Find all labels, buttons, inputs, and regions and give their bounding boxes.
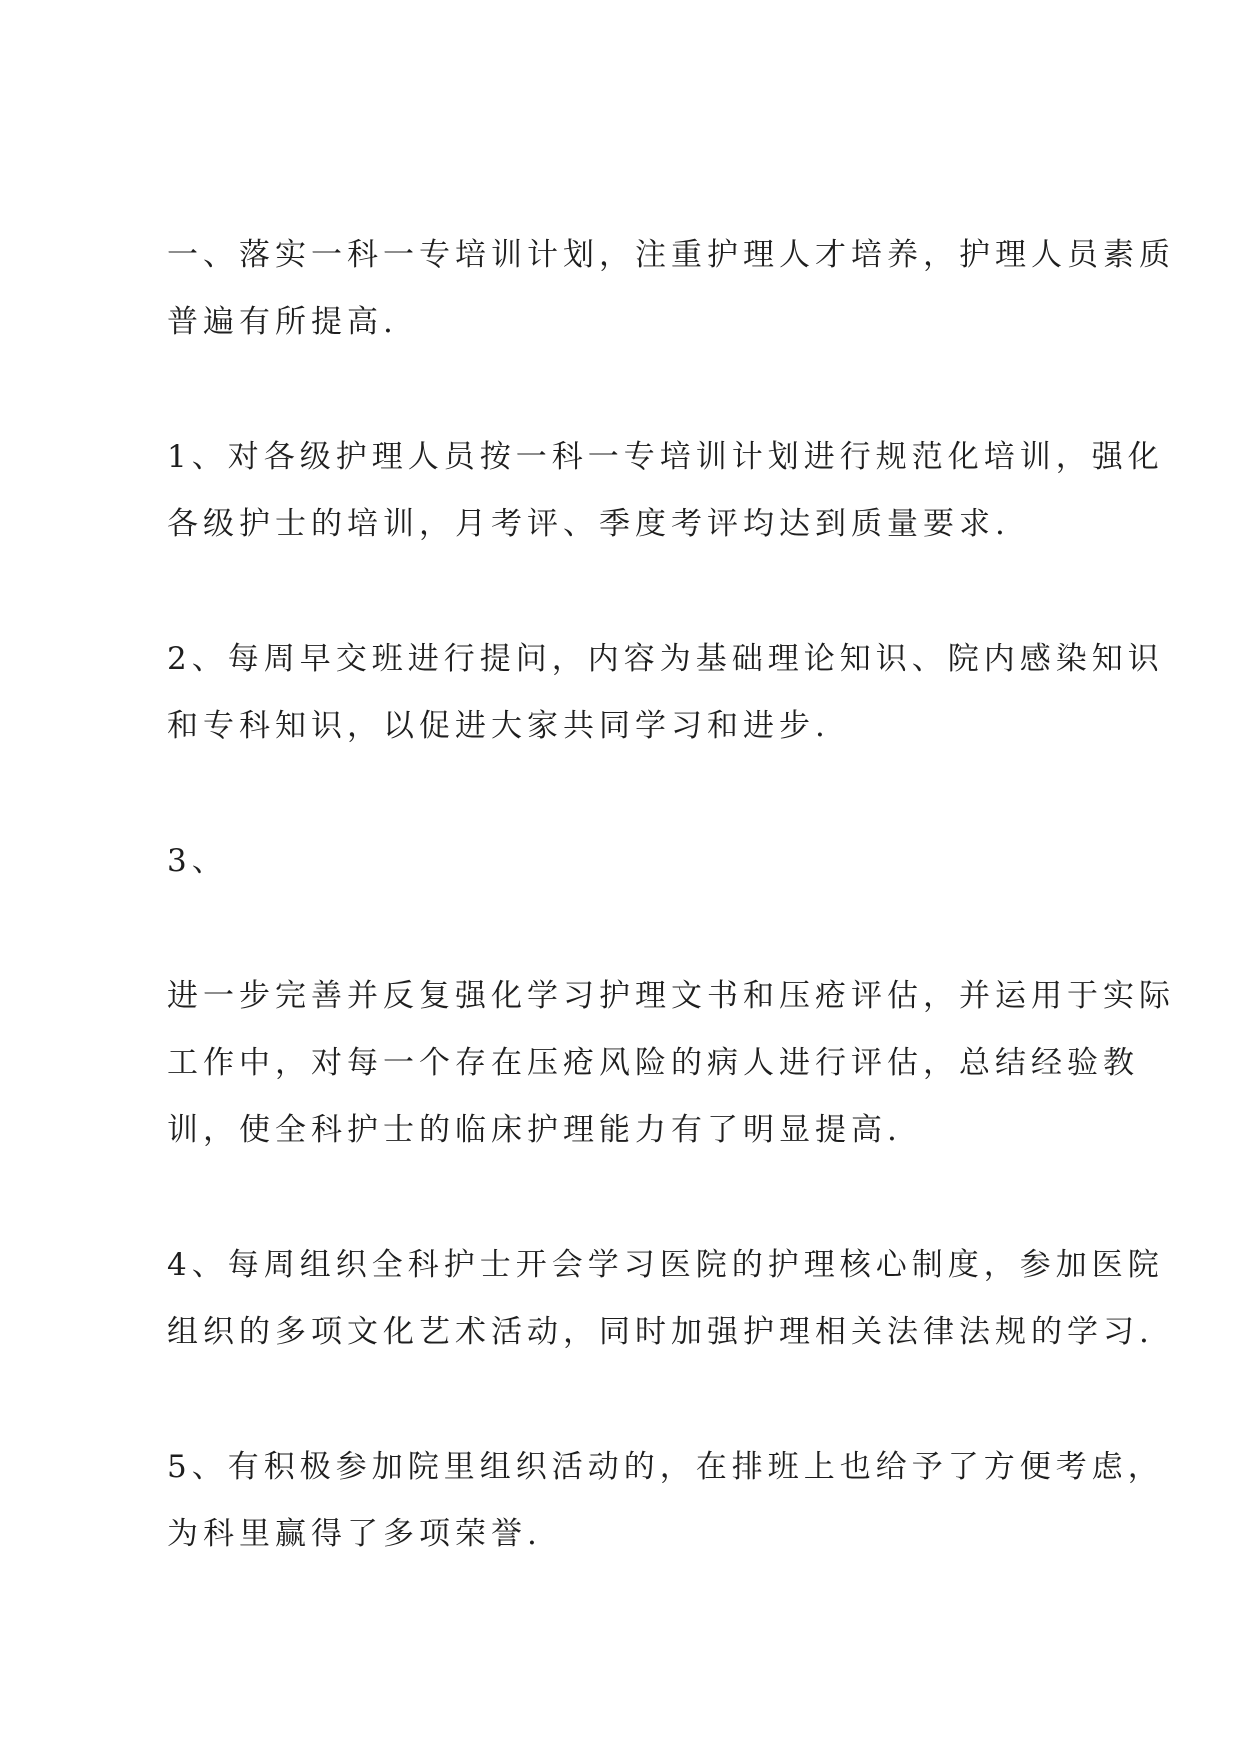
paragraph-item-1 xyxy=(167,424,1164,558)
paragraph-line: 组织的多项文化艺术活动，同时加强护理相关法律法规的学习. xyxy=(167,1314,1154,1350)
paragraph-line: 1、对各级护理人员按一科一专培训计划进行规范化培训，强化 xyxy=(167,439,1164,475)
paragraph-line: 训，使全科护士的临床护理能力有了明显提高. xyxy=(167,1112,902,1148)
paragraph-item-2 xyxy=(167,626,1164,760)
paragraph-line: 5、有积极参加院里组织活动的，在排班上也给予了方便考虑， xyxy=(167,1449,1164,1485)
paragraph-line: 各级护士的培训，月考评、季度考评均达到质量要求. xyxy=(167,506,1010,542)
paragraph-item-3-number xyxy=(167,828,1107,895)
paragraph-line: 4、每周组织全科护士开会学习医院的护理核心制度，参加医院 xyxy=(167,1247,1164,1283)
paragraph-item-3-body xyxy=(167,963,1175,1164)
paragraph-line: 进一步完善并反复强化学习护理文书和压疮评估，并运用于实际 xyxy=(167,978,1175,1014)
paragraph-line: 为科里赢得了多项荣誉. xyxy=(167,1516,542,1552)
paragraph-item-5 xyxy=(167,1434,1164,1568)
paragraph-line: 2、每周早交班进行提问，内容为基础理论知识、院内感染知识 xyxy=(167,641,1164,677)
paragraph-section-1 xyxy=(167,222,1175,356)
paragraph-line: 3、 xyxy=(167,843,228,879)
paragraph-line: 工作中，对每一个存在压疮风险的病人进行评估，总结经验教 xyxy=(167,1045,1139,1081)
paragraph-line: 一、落实一科一专培训计划，注重护理人才培养，护理人员素质 xyxy=(167,237,1175,273)
document-body xyxy=(167,222,1175,1636)
paragraph-item-4 xyxy=(167,1232,1164,1366)
paragraph-line: 普遍有所提高. xyxy=(167,304,398,340)
paragraph-line: 和专科知识，以促进大家共同学习和进步. xyxy=(167,708,830,744)
